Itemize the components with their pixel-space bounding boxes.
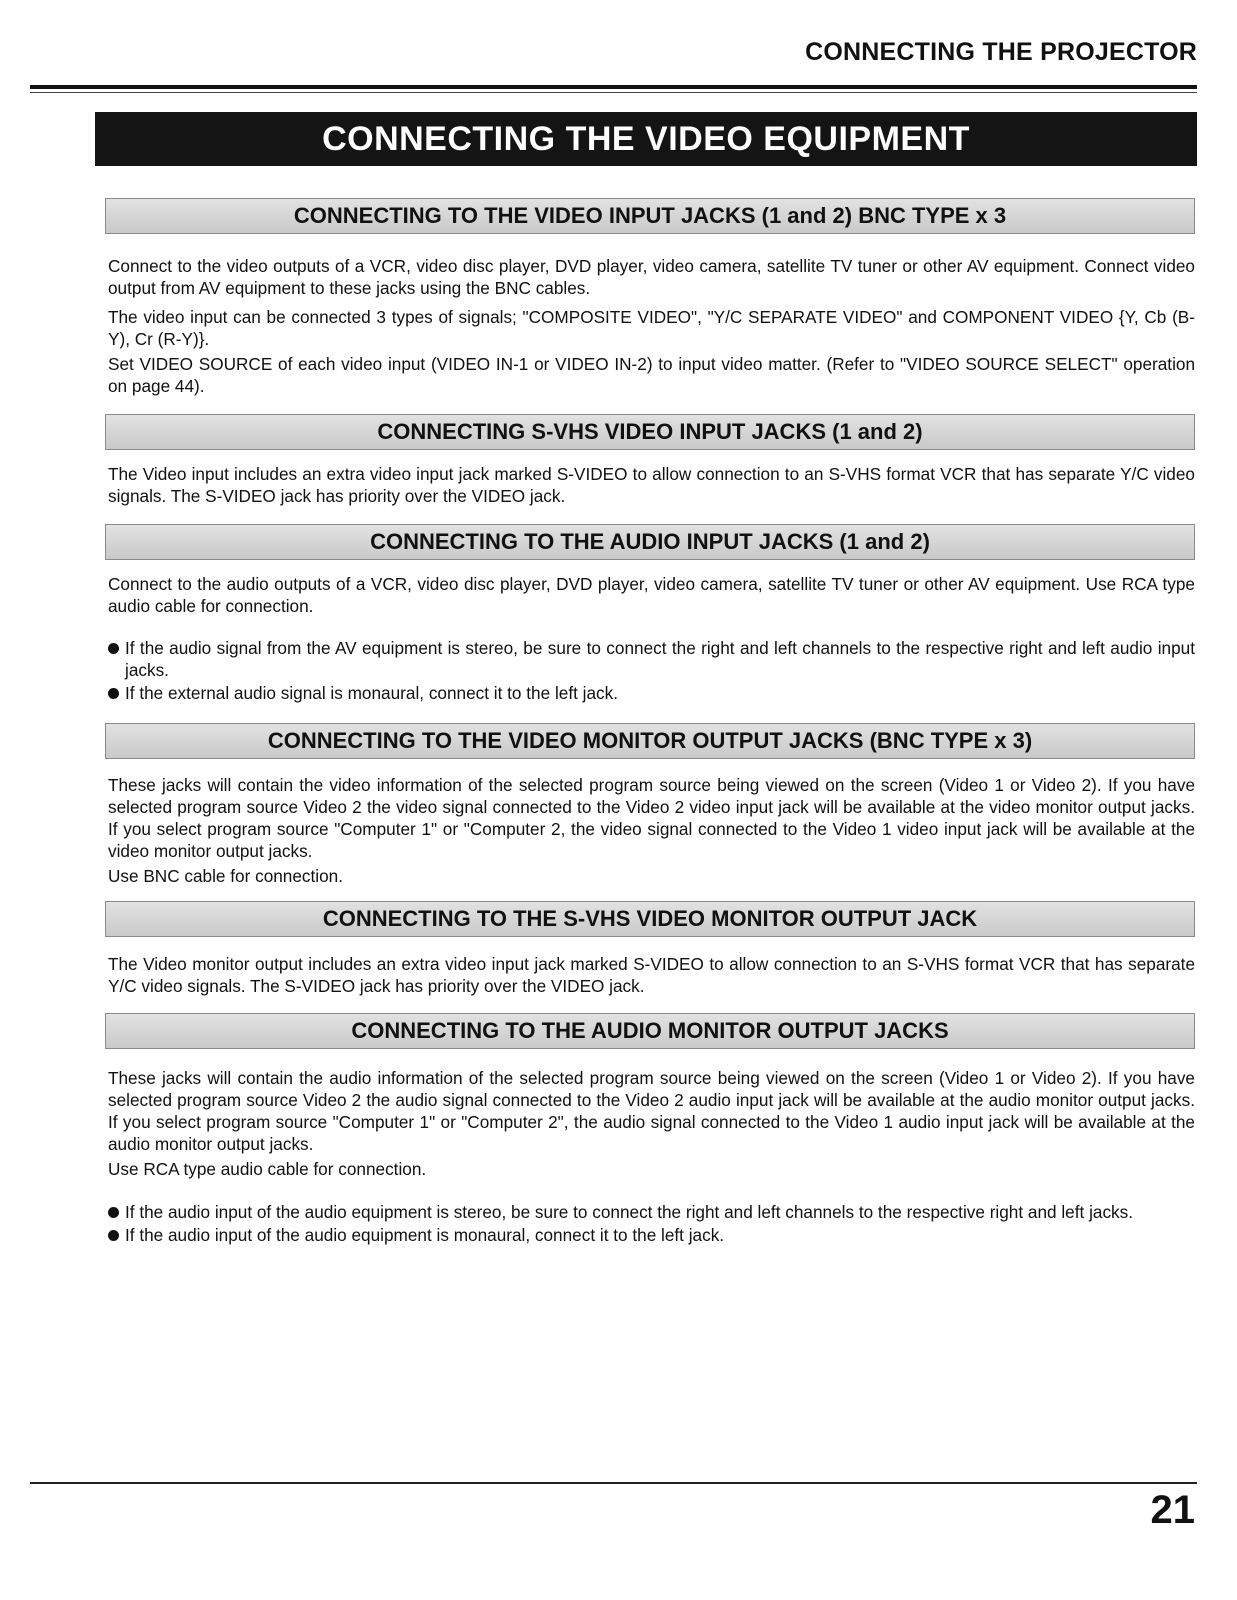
- list-item: [105, 682, 1195, 704]
- svhs-monitor-paragraph: The Video monitor output includes an extra video input jack marked S-VIDEO to allow connection to an S-VHS format VCR that has separate Y/C video signals. The S-VIDEO jack has priority over the VIDEO jack.: [108, 954, 1195, 996]
- header-rule-thin: [30, 92, 1197, 93]
- list-item: [105, 1201, 1195, 1223]
- bullet-icon: [108, 1230, 119, 1241]
- bullet-text: If the audio input of the audio equipment is monaural, connect it to the left jack.: [125, 1225, 725, 1245]
- bullet-icon: [108, 1207, 119, 1218]
- section-heading-svhs-input: CONNECTING S-VHS VIDEO INPUT JACKS (1 and 2): [105, 414, 1195, 450]
- bullet-icon: [108, 688, 119, 699]
- list-item: [105, 1224, 1195, 1246]
- bullet-icon: [108, 643, 119, 654]
- footer-rule: [30, 1482, 1197, 1484]
- main-title-banner: CONNECTING THE VIDEO EQUIPMENT: [95, 112, 1197, 166]
- audio-monitor-paragraph-1: These jacks will contain the audio information of the selected program source being viewed on the screen (Video 1 or Video 2). If you have selected program source Video 2 the audio signal connected to the Video 2 audio input jack will be available at the audio monitor output jacks. If you select program source "Computer 1" or "Computer 2", the audio signal connected to the Video 1 audio input jack will be available at the audio monitor output jacks.: [108, 1068, 1195, 1154]
- audio-input-paragraph: Connect to the audio outputs of a VCR, video disc player, DVD player, video camera, satellite TV tuner or other AV equipment. Use RCA type audio cable for connection.: [108, 574, 1195, 616]
- video-monitor-paragraph-2: Use BNC cable for connection.: [108, 866, 344, 886]
- audio-monitor-bullet-list: [105, 1201, 1195, 1247]
- audio-monitor-paragraph-2: Use RCA type audio cable for connection.: [108, 1159, 427, 1179]
- section-heading-audio-input: CONNECTING TO THE AUDIO INPUT JACKS (1 and 2): [105, 524, 1195, 560]
- bullet-text: If the external audio signal is monaural, connect it to the left jack.: [125, 683, 618, 703]
- svhs-input-paragraph: The Video input includes an extra video input jack marked S-VIDEO to allow connection to an S-VHS format VCR that has separate Y/C video signals. The S-VIDEO jack has priority over the VIDEO jack.: [108, 464, 1195, 506]
- video-input-paragraph-2: The video input can be connected 3 types of signals; "COMPOSITE VIDEO", "Y/C SEPARATE VIDEO" and COMPONENT VIDEO {Y, Cb (B-Y), Cr (R-Y)}.: [108, 307, 1195, 349]
- page-number: 21: [1150, 1488, 1195, 1532]
- video-input-paragraph-1: Connect to the video outputs of a VCR, video disc player, DVD player, video camera, satellite TV tuner or other AV equipment. Connect video output from AV equipment to these jacks using the BNC cables.: [108, 256, 1195, 298]
- bullet-text: If the audio input of the audio equipment is stereo, be sure to connect the right and left channels to the respective right and left jacks.: [125, 1202, 1134, 1222]
- section-heading-video-monitor-output: CONNECTING TO THE VIDEO MONITOR OUTPUT JACKS (BNC TYPE x 3): [105, 723, 1195, 759]
- bullet-text: If the audio signal from the AV equipment is stereo, be sure to connect the right and left channels to the respective right and left audio input jacks.: [125, 638, 1195, 680]
- section-heading-svhs-monitor-output: CONNECTING TO THE S-VHS VIDEO MONITOR OUTPUT JACK: [105, 901, 1195, 937]
- page-header-title: CONNECTING THE PROJECTOR: [805, 38, 1197, 66]
- section-heading-video-input: CONNECTING TO THE VIDEO INPUT JACKS (1 and 2) BNC TYPE x 3: [105, 198, 1195, 234]
- header-rule: [30, 85, 1197, 89]
- audio-input-bullet-list: [105, 637, 1195, 705]
- section-heading-audio-monitor-output: CONNECTING TO THE AUDIO MONITOR OUTPUT JACKS: [105, 1013, 1195, 1049]
- video-monitor-paragraph-1: These jacks will contain the video information of the selected program source being viewed on the screen (Video 1 or Video 2). If you have selected program source Video 2 the video signal connected to the Video 2 video input jack will be available at the video monitor output jacks. If you select program source "Computer 1" or "Computer 2, the video signal connected to the Video 1 video input jack will be available at the video monitor output jacks.: [108, 775, 1195, 861]
- list-item: [105, 637, 1195, 681]
- video-input-paragraph-3: Set VIDEO SOURCE of each video input (VIDEO IN-1 or VIDEO IN-2) to input video matter. (Refer to "VIDEO SOURCE SELECT" operation on page 44).: [108, 354, 1195, 396]
